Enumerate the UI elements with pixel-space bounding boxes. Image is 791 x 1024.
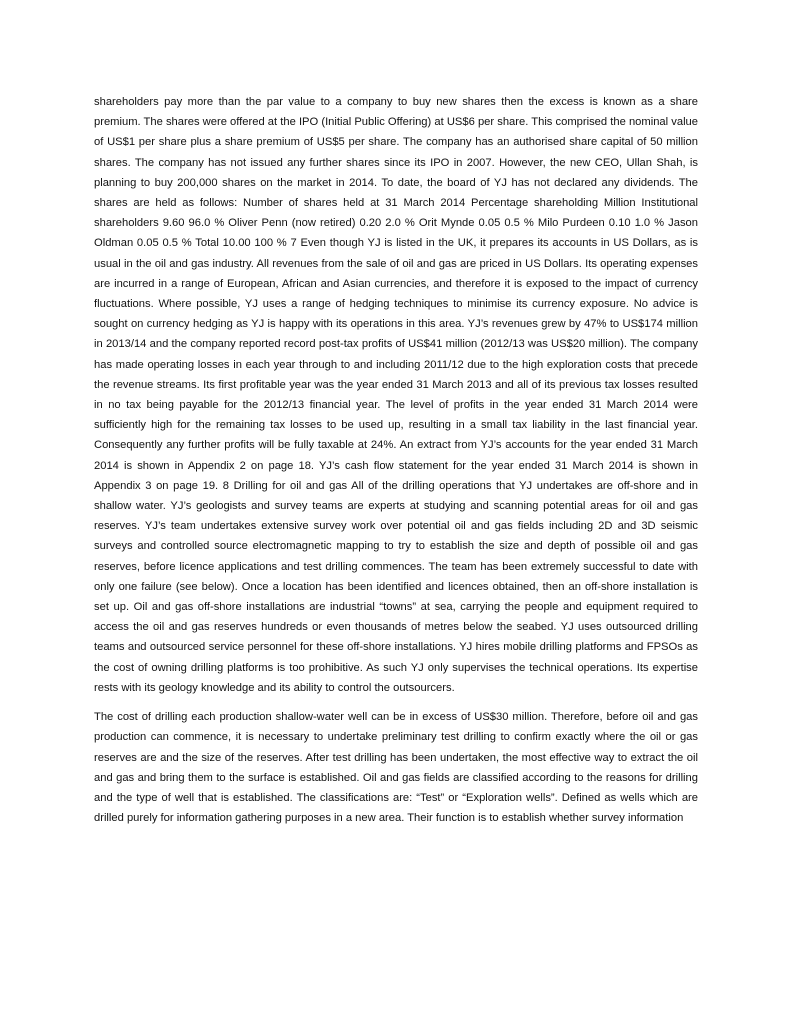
paragraph-drilling-costs: The cost of drilling each production shallow-water well can be in excess of US$30 million. Therefore, before oil and gas production can commence, it is necessary to undertake preliminary test drilling to confirm exactly where the oil or gas reserves are and the size of the reserves. After test drilling has been undertaken, the most effective way to extract the oil and gas and bring them to the surface is established. Oil and gas fields are classified according to the reasons for drilling and the type of well that is established. The classifications are: “Test” or “Exploration wells”. Defined as wells which are drilled purely for information gathering purposes in a new area. Their function is to establish whether survey information	[94, 711, 698, 825]
paragraph-share-capital-and-operations: shareholders pay more than the par value to a company to buy new shares then the excess is known as a share premium. The shares were offered at the IPO (Initial Public Offering) at US$6 per share. This comprised the nominal value of US$1 per share plus a share premium of US$5 per share. The company has an authorised share capital of 50 million shares. The company has not issued any further shares since its IPO in 2007. However, the new CEO, Ullan Shah, is planning to buy 200,000 shares on the market in 2014. To date, the board of YJ has not declared any dividends. The shares are held as follows: Number of shares held at 31 March 2014 Percentage shareholding Million Institutional shareholders 9.60 96.0 % Oliver Penn (now retired) 0.20 2.0 % Orit Mynde 0.05 0.5 % Milo Purdeen 0.10 1.0 % Jason Oldman 0.05 0.5 % Total 10.00 100 % 7 Even though YJ is listed in the UK, it prepares its accounts in US Dollars, as is usual in the oil and gas industry. All revenues from the sale of oil and gas are priced in US Dollars. Its operating expenses are incurred in a range of European, African and Asian currencies, and therefore it is exposed to the impact of currency fluctuations. Where possible, YJ uses a range of hedging techniques to minimise its currency exposure. No advice is sought on currency hedging as YJ is happy with its operations in this area. YJ’s revenues grew by 47% to US$174 million in 2013/14 and the company reported record post-tax profits of US$41 million (2012/13 was US$20 million). The company has made operating losses in each year through to and including 2011/12 due to the high exploration costs that precede the revenue streams. Its first profitable year was the year ended 31 March 2013 and all of its previous tax losses resulted in no tax being payable for the 2012/13 financial year. The level of profits in the year ended 31 March 2014 were sufficiently high for the remaining tax losses to be used up, resulting in a small tax liability in the last financial year. Consequently any further profits will be fully taxable at 24%. An extract from YJ’s accounts for the year ended 31 March 2014 is shown in Appendix 2 on page 18. YJ’s cash flow statement for the year ended 31 March 2014 is shown in Appendix 3 on page 19. 8 Drilling for oil and gas All of the drilling operations that YJ undertakes are off-shore and in shallow water. YJ’s geologists and survey teams are experts at studying and scanning potential areas for oil and gas reserves. YJ’s team undertakes extensive survey work over potential oil and gas fields including 2D and 3D seismic surveys and controlled source electromagnetic mapping to try to establish the size and depth of possible oil and gas reserves, before licence applications and test drilling commences. The team has been extremely successful to date with only one failure (see below). Once a location has been identified and licences obtained, then an off-shore installation is set up. Oil and gas off-shore installations are industrial “towns” at sea, carrying the people and equipment required to access the oil and gas reserves hundreds or even thousands of metres below the seabed. YJ uses outsourced drilling teams and outsourced service personnel for these off-shore installations. YJ hires mobile drilling platforms and FPSOs as the cost of owning drilling platforms is too prohibitive. As such YJ only supervises the technical operations. Its expertise rests with its geology knowledge and its ability to control the outsourcers.	[94, 96, 698, 694]
document-page	[94, 92, 698, 837]
